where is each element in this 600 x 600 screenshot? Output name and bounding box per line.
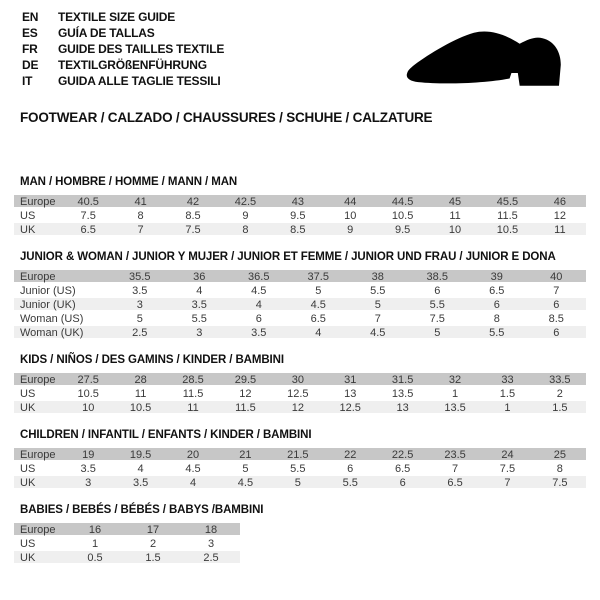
size-cell: 1 <box>451 388 459 400</box>
size-cell: 5.5 <box>290 463 306 475</box>
size-cell: 6 <box>399 477 406 489</box>
size-cell: 3 <box>196 327 203 339</box>
size-cell: 11 <box>134 388 147 400</box>
size-cell: 8 <box>556 463 563 475</box>
language-code: FR <box>22 42 38 56</box>
size-cell: 10.5 <box>77 388 99 400</box>
size-cell: 6.5 <box>489 285 505 297</box>
size-cell: 9.5 <box>290 210 306 222</box>
size-cell: 16 <box>88 524 102 536</box>
row-label: Woman (UK) <box>20 327 84 339</box>
size-cell: 18 <box>204 524 218 536</box>
size-cell: 28 <box>134 374 147 386</box>
size-cell: 7 <box>504 477 511 489</box>
size-cell: 9 <box>347 224 354 236</box>
language-title: GUIDE DES TAILLES TEXTILE <box>58 42 225 56</box>
language-code: ES <box>22 26 38 40</box>
size-cell: 10.5 <box>129 402 152 414</box>
size-cell: 6 <box>493 299 500 311</box>
size-cell: 24 <box>501 449 514 461</box>
size-cell: 2.5 <box>203 552 219 564</box>
size-cell: 7.5 <box>552 477 568 489</box>
size-cell: 6 <box>553 299 560 311</box>
row-label: US <box>20 388 36 400</box>
size-cell: 29.5 <box>234 374 257 386</box>
size-cell: 9.5 <box>394 224 411 236</box>
size-table <box>14 270 586 340</box>
size-cell: 21.5 <box>287 449 309 461</box>
size-cell: 1.5 <box>552 402 568 414</box>
size-cell: 42.5 <box>234 196 257 208</box>
size-cell: 41 <box>134 196 147 208</box>
size-cell: 38 <box>371 271 384 283</box>
size-cell: 5 <box>374 299 381 311</box>
language-row-en <box>22 9 224 25</box>
size-cell: 5 <box>315 285 322 297</box>
language-list <box>22 9 224 89</box>
language-row-it <box>22 73 224 89</box>
size-cell: 8.5 <box>290 224 306 236</box>
size-cell: 43 <box>291 196 304 208</box>
size-cell: 36.5 <box>248 271 270 283</box>
language-code: DE <box>22 58 39 72</box>
size-cell: 12 <box>239 388 252 400</box>
size-cell: 4.5 <box>310 299 326 311</box>
size-cell: 19 <box>82 449 95 461</box>
size-cell: 1 <box>504 402 511 414</box>
size-cell: 45.5 <box>496 196 519 208</box>
table-row-junior-us <box>14 284 586 298</box>
size-table-section <box>14 354 586 415</box>
size-cell: 3.5 <box>80 463 96 475</box>
size-cell: 6 <box>347 463 354 475</box>
size-cell: 1 <box>91 538 99 550</box>
language-title: GUIDA ALLE TAGLIE TESSILI <box>58 74 221 88</box>
size-cell: 35.5 <box>129 271 151 283</box>
language-title: TEXTILE SIZE GUIDE <box>58 10 176 24</box>
size-cell: 11 <box>187 402 199 414</box>
size-table-section <box>14 504 586 565</box>
size-cell: 1.5 <box>499 388 516 400</box>
row-label: UK <box>20 477 36 489</box>
language-row-de <box>22 57 224 73</box>
size-cell: 40 <box>550 271 563 283</box>
size-cell: 3.5 <box>251 327 267 339</box>
size-cell: 31 <box>344 374 357 386</box>
table-row-uk <box>14 476 586 490</box>
table-row-us <box>14 462 586 476</box>
size-cell: 8 <box>242 224 249 236</box>
language-title: GUÍA DE TALLAS <box>58 26 155 40</box>
table-row-europe <box>14 373 586 387</box>
size-cell: 4 <box>315 327 322 339</box>
size-cell: 5 <box>294 477 301 489</box>
size-cell: 2 <box>556 388 563 400</box>
size-cell: 6 <box>255 313 262 325</box>
size-cell: 10.5 <box>496 224 519 236</box>
size-cell: 7.5 <box>429 313 445 325</box>
size-cell: 0.5 <box>87 552 103 564</box>
size-cell: 6.5 <box>310 313 326 325</box>
table-row-junior-uk <box>14 298 586 312</box>
table-row-uk <box>14 401 586 415</box>
language-code: EN <box>22 10 39 24</box>
row-label: Europe <box>20 196 56 208</box>
size-cell: 5 <box>434 327 441 339</box>
size-cell: 12 <box>553 210 566 222</box>
size-cell: 11.5 <box>497 210 518 222</box>
size-cell: 36 <box>193 271 206 283</box>
row-label: UK <box>20 402 36 414</box>
size-cell: 5.5 <box>370 285 386 297</box>
size-cell: 4.5 <box>370 327 386 339</box>
size-cell: 1.5 <box>145 552 161 564</box>
size-cell: 7 <box>137 224 144 236</box>
size-cell: 4 <box>189 477 197 489</box>
size-cell: 22 <box>344 449 357 461</box>
size-cell: 5 <box>136 313 143 325</box>
table-title: BABIES / BEBÉS / BÉBÉS / BABYS /BAMBINI <box>20 504 264 516</box>
table-row-woman-uk <box>14 326 586 340</box>
size-cell: 30 <box>291 374 304 386</box>
row-label: US <box>20 210 36 222</box>
language-row-es <box>22 25 224 41</box>
size-cell: 7.5 <box>499 463 516 475</box>
size-cell: 7 <box>553 285 560 297</box>
size-cell: 32 <box>448 374 462 386</box>
size-cell: 7 <box>451 463 459 475</box>
size-table-section <box>14 176 586 237</box>
shoe-icon <box>398 30 570 94</box>
size-cell: 13.5 <box>391 388 414 400</box>
language-title: TEXTILGRÖßENFÜHRUNG <box>58 58 207 72</box>
size-cell: 8.5 <box>548 313 564 325</box>
row-label: US <box>20 538 36 550</box>
table-row-us <box>14 537 240 551</box>
size-cell: 21 <box>239 449 252 461</box>
size-table <box>14 448 586 490</box>
size-cell: 11.5 <box>182 388 204 400</box>
size-cell: 33.5 <box>549 374 571 386</box>
size-cell: 12 <box>291 402 304 414</box>
size-cell: 6.5 <box>80 224 96 236</box>
table-row-woman-us <box>14 312 586 326</box>
table-row-europe <box>14 448 586 462</box>
size-cell: 4 <box>255 299 262 311</box>
size-table-section <box>14 429 586 490</box>
size-cell: 4.5 <box>251 285 267 297</box>
size-cell: 6 <box>434 285 441 297</box>
size-table <box>14 523 240 565</box>
table-row-us <box>14 387 586 401</box>
size-cell: 44 <box>344 196 357 208</box>
size-cell: 8 <box>493 313 500 325</box>
size-cell: 39 <box>490 271 503 283</box>
size-cell: 25 <box>553 449 566 461</box>
size-cell: 17 <box>146 524 160 536</box>
size-cell: 4.5 <box>185 463 201 475</box>
size-table <box>14 373 586 415</box>
table-row-europe <box>14 523 240 537</box>
row-label: Europe <box>20 271 56 283</box>
size-cell: 3.5 <box>191 299 207 311</box>
size-cell: 2.5 <box>132 327 148 339</box>
size-cell: 9 <box>242 210 249 222</box>
size-cell: 23.5 <box>444 449 466 461</box>
size-cell: 27.5 <box>77 374 99 386</box>
size-cell: 3 <box>85 477 92 489</box>
size-cell: 5.5 <box>342 477 358 489</box>
size-cell: 10 <box>82 402 95 414</box>
size-cell: 12.5 <box>339 402 361 414</box>
row-label: Europe <box>20 449 56 461</box>
size-cell: 8.5 <box>185 210 201 222</box>
category-heading: FOOTWEAR / CALZADO / CHAUSSURES / SCHUHE / CALZATURE <box>20 110 433 125</box>
size-cell: 4 <box>137 463 144 475</box>
size-cell: 44.5 <box>391 196 414 208</box>
size-cell: 42 <box>186 196 200 208</box>
row-label: Junior (US) <box>20 285 76 297</box>
size-cell: 8 <box>137 210 144 222</box>
size-cell: 10 <box>344 210 357 222</box>
row-label: Europe <box>20 524 56 536</box>
table-title: CHILDREN / INFANTIL / ENFANTS / KINDER / BAMBINI <box>20 429 312 441</box>
size-cell: 46 <box>553 196 566 208</box>
size-cell: 4 <box>196 285 203 297</box>
size-cell: 13.5 <box>444 402 466 414</box>
size-cell: 7 <box>374 313 381 325</box>
table-title: MAN / HOMBRE / HOMME / MANN / MAN <box>20 176 238 188</box>
size-cell: 11 <box>554 224 566 236</box>
size-cell: 4.5 <box>237 477 254 489</box>
size-cell: 2 <box>149 538 157 550</box>
size-table-section <box>14 251 586 340</box>
size-cell: 40.5 <box>77 196 99 208</box>
size-cell: 11.5 <box>235 402 256 414</box>
size-cell: 10.5 <box>391 210 414 222</box>
table-title: KIDS / NIÑOS / DES GAMINS / KINDER / BAMBINI <box>20 354 284 366</box>
row-label: Woman (US) <box>20 313 84 325</box>
language-code: IT <box>22 74 33 88</box>
size-cell: 5.5 <box>429 299 445 311</box>
size-cell: 3.5 <box>132 285 148 297</box>
size-cell: 6 <box>553 327 560 339</box>
row-label: Europe <box>20 374 56 386</box>
size-tables-container <box>14 168 586 565</box>
size-cell: 13 <box>396 402 409 414</box>
size-cell: 5.5 <box>489 327 505 339</box>
size-cell: 3 <box>136 299 143 311</box>
size-cell: 37.5 <box>307 271 329 283</box>
row-label: US <box>20 463 36 475</box>
size-cell: 6.5 <box>394 463 411 475</box>
size-cell: 7.5 <box>185 224 201 236</box>
size-cell: 10 <box>448 224 462 236</box>
table-row-uk <box>14 551 240 565</box>
size-cell: 5.5 <box>191 313 207 325</box>
language-row-fr <box>22 41 224 57</box>
size-cell: 5 <box>242 463 249 475</box>
size-cell: 45 <box>448 196 462 208</box>
row-label: Junior (UK) <box>20 299 76 311</box>
table-title: JUNIOR & WOMAN / JUNIOR Y MUJER / JUNIOR ET FEMME / JUNIOR UND FRAU / JUNIOR E DONA <box>20 251 556 263</box>
size-cell: 31.5 <box>391 374 414 386</box>
size-cell: 7.5 <box>80 210 96 222</box>
row-label: UK <box>20 552 36 564</box>
table-row-europe <box>14 195 586 209</box>
size-cell: 3.5 <box>132 477 149 489</box>
row-label: UK <box>20 224 36 236</box>
size-cell: 13 <box>344 388 357 400</box>
size-cell: 6.5 <box>447 477 463 489</box>
size-cell: 28.5 <box>182 374 204 386</box>
table-row-us <box>14 209 586 223</box>
size-cell: 33 <box>501 374 514 386</box>
size-cell: 12.5 <box>287 388 309 400</box>
table-row-uk <box>14 223 586 237</box>
size-cell: 19.5 <box>129 449 152 461</box>
size-cell: 22.5 <box>391 449 414 461</box>
size-table <box>14 195 586 237</box>
size-cell: 38.5 <box>426 271 448 283</box>
size-cell: 11 <box>449 210 461 222</box>
table-row-europe <box>14 270 586 284</box>
size-cell: 3 <box>207 538 215 550</box>
size-cell: 20 <box>186 449 200 461</box>
